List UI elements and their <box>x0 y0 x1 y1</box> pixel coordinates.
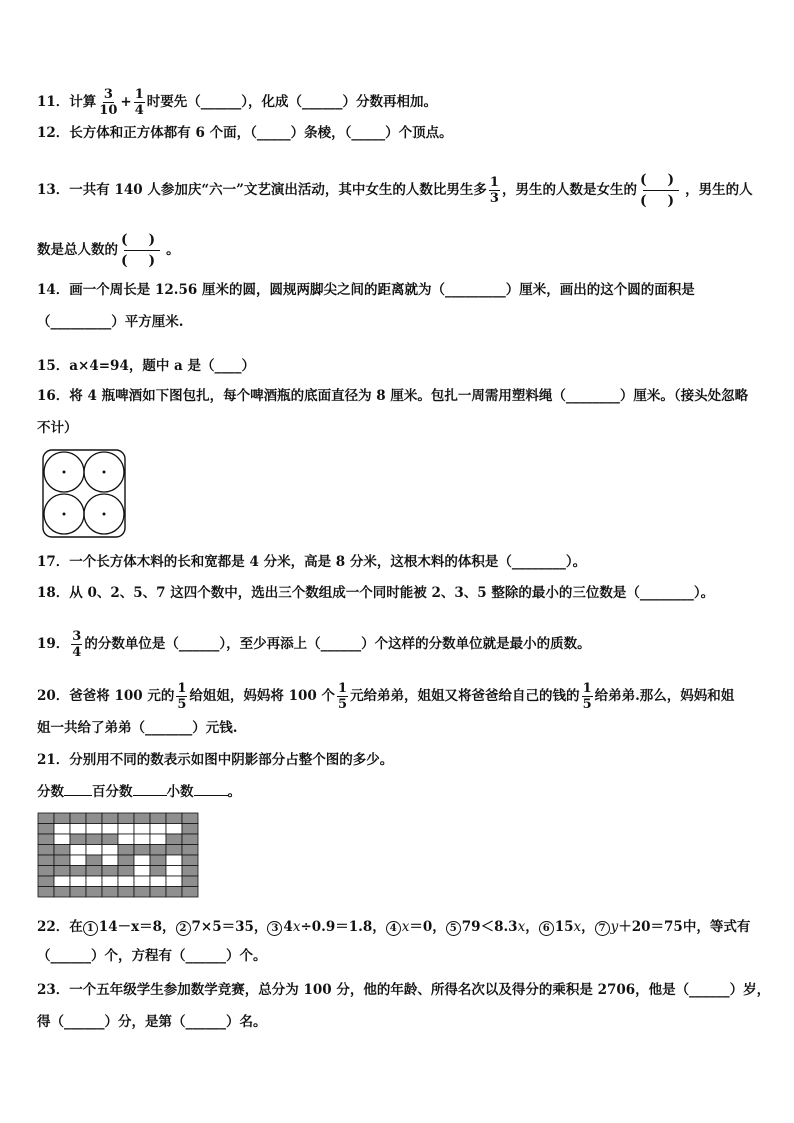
question-23-line2: 得（______）分，是第（______）名。 <box>37 1014 267 1030</box>
blank-fraction[interactable]: ( ) ( ) <box>639 172 683 209</box>
grid-cell <box>38 845 54 856</box>
grid-cell <box>102 845 118 856</box>
grid-cell <box>54 834 70 845</box>
grid-cell <box>166 855 182 866</box>
grid-cell <box>86 876 102 887</box>
grid-cell <box>166 876 182 887</box>
answer-blank[interactable] <box>64 795 92 796</box>
circled-number: 1 <box>83 921 98 936</box>
fraction: $\frac{1}{3}$ <box>489 175 499 206</box>
grid-cell <box>86 887 102 898</box>
question-14-line2: （_________）平方厘米. <box>37 314 184 330</box>
question-15: 15．a×4=94，题中 a 是（____） <box>37 358 255 374</box>
fraction: $\frac{3}{10}$ <box>99 87 118 118</box>
q11-text-2: 时要先（______），化成（______）分数再相加。 <box>146 94 437 110</box>
grid-cell <box>166 887 182 898</box>
grid-cell <box>166 834 182 845</box>
grid-cell <box>134 813 150 824</box>
question-22: 22．在 1 14－x＝8， 2 7×5＝35， 3 4x÷0.9＝1.8， 4 x＝0， 5 79＜8.3x， 6 15x， 7 y＋20＝75中，等式有 <box>37 919 751 935</box>
grid-cell <box>86 834 102 845</box>
grid-cell <box>150 887 166 898</box>
fraction: $\frac{1}{5}$ <box>582 681 592 712</box>
grid-cell <box>134 824 150 835</box>
grid-cell <box>134 866 150 877</box>
grid-cell <box>182 845 198 856</box>
question-16: 16．将 4 瓶啤酒如下图包扎，每个啤酒瓶的底面直径为 8 厘米。包扎一周需用塑料绳（________）厘米。（接头处忽略 <box>37 388 749 404</box>
grid-cell <box>38 866 54 877</box>
grid-cell <box>182 887 198 898</box>
grid-cell <box>150 813 166 824</box>
grid-cell <box>182 813 198 824</box>
grid-cell <box>166 866 182 877</box>
answer-blank[interactable] <box>133 795 167 796</box>
grid-cell <box>86 845 102 856</box>
fraction: $\frac{1}{4}$ <box>134 87 144 118</box>
grid-cell <box>102 824 118 835</box>
circled-number: 5 <box>446 921 461 936</box>
fraction: $\frac{3}{4}$ <box>72 629 82 660</box>
circled-number: 6 <box>539 921 554 936</box>
grid-cell <box>70 834 86 845</box>
question-13-line2: 数是总人数的 ( ) ( ) 。 <box>37 232 180 269</box>
grid-cell <box>38 855 54 866</box>
circled-number: 4 <box>386 921 401 936</box>
question-13: 13．一共有 140 人参加庆“六一”文艺演出活动，其中女生的人数比男生多 $\frac{1}{3}$ ，男生的人数是女生的 ( ) ( ) ，男生的人 <box>37 172 753 209</box>
grid-cell <box>86 824 102 835</box>
grid-cell <box>86 866 102 877</box>
grid-cell <box>150 876 166 887</box>
grid-cell <box>134 887 150 898</box>
grid-cell <box>118 813 134 824</box>
grid-cell <box>38 824 54 835</box>
grid-cell <box>102 834 118 845</box>
grid-cell <box>70 824 86 835</box>
answer-blank[interactable] <box>194 795 228 796</box>
question-18: 18．从 0、2、5、7 这四个数中，选出三个数组成一个同时能被 2、3、5 整除的最小的三位数是（________）。 <box>37 585 715 601</box>
grid-cell <box>166 824 182 835</box>
fraction: $\frac{1}{5}$ <box>338 681 348 712</box>
grid-cell <box>134 834 150 845</box>
grid-cell <box>134 855 150 866</box>
grid-cell <box>38 876 54 887</box>
grid-cell <box>70 813 86 824</box>
circled-number: 2 <box>176 921 191 936</box>
grid-cell <box>54 866 70 877</box>
question-20: 20．爸爸将 100 元的 $\frac{1}{5}$ 给姐姐，妈妈将 100 个 $\frac{1}{5}$ 元给弟弟，姐姐又将爸爸给自己的钱的 $\frac{1}{5}$ 给弟弟.那么，妈妈和姐 <box>37 681 735 712</box>
grid-cell <box>118 887 134 898</box>
grid-cell <box>150 866 166 877</box>
grid-cell <box>70 855 86 866</box>
grid-cell <box>86 813 102 824</box>
grid-cell <box>54 876 70 887</box>
question-11: 11．计算 $\frac{3}{10}$ + $\frac{1}{4}$ 时要先（______），化成（______）分数再相加。 <box>37 87 437 118</box>
grid-cell <box>54 845 70 856</box>
question-21-answers: 分数 百分数 小数 。 <box>37 784 241 800</box>
bottles-figure <box>41 448 129 542</box>
circled-number: 7 <box>595 921 610 936</box>
grid-cell <box>118 824 134 835</box>
question-22-line2: （______）个，方程有（______）个。 <box>37 948 267 964</box>
grid-cell <box>38 834 54 845</box>
grid-cell <box>54 813 70 824</box>
grid-cell <box>118 876 134 887</box>
circled-number: 3 <box>267 921 282 936</box>
grid-cell <box>118 845 134 856</box>
grid-cell <box>182 834 198 845</box>
blank-fraction[interactable]: ( ) ( ) <box>121 232 164 269</box>
grid-cell <box>70 887 86 898</box>
question-23: 23．一个五年级学生参加数学竞赛，总分为 100 分，他的年龄、所得名次以及得分的乘积是 2706，他是（______）岁， <box>37 982 771 998</box>
grid-cell <box>54 824 70 835</box>
grid-cell <box>102 866 118 877</box>
grid-cell <box>118 834 134 845</box>
question-12: 12．长方体和正方体都有 6 个面，（_____）条棱，（_____）个顶点。 <box>37 125 453 141</box>
grid-cell <box>150 845 166 856</box>
grid-cell <box>150 855 166 866</box>
grid-cell <box>150 834 166 845</box>
question-14: 14．画一个周长是 12.56 厘米的圆，圆规两脚尖之间的距离就为（_________）厘米，画出的这个圆的面积是 <box>37 282 695 298</box>
grid-cell <box>102 855 118 866</box>
grid-cell <box>182 824 198 835</box>
grid-cell <box>166 813 182 824</box>
grid-cell <box>118 855 134 866</box>
grid-cell <box>102 876 118 887</box>
q11-text: 11．计算 <box>37 94 97 110</box>
grid-cell <box>182 855 198 866</box>
grid-cell <box>70 876 86 887</box>
grid-cell <box>134 845 150 856</box>
question-20-line2: 姐一共给了弟弟（_______）元钱. <box>37 720 238 736</box>
grid-cell <box>38 887 54 898</box>
grid-cell <box>38 813 54 824</box>
grid-cell <box>166 845 182 856</box>
grid-cell <box>54 887 70 898</box>
grid-cell <box>86 855 102 866</box>
question-19: 19． $\frac{3}{4}$ 的分数单位是（______），至少再添上（______）个这样的分数单位就是最小的质数。 <box>37 629 591 660</box>
grid-cell <box>182 876 198 887</box>
grid-cell <box>70 866 86 877</box>
grid-cell <box>54 855 70 866</box>
question-16-line2: 不计） <box>37 420 78 436</box>
grid-cell <box>150 824 166 835</box>
question-17: 17．一个长方体木料的长和宽都是 4 分米，高是 8 分米，这根木料的体积是（________）。 <box>37 554 587 570</box>
grid-cell <box>182 866 198 877</box>
fraction: $\frac{1}{5}$ <box>177 681 187 712</box>
grid-cell <box>134 876 150 887</box>
grid-cell <box>102 813 118 824</box>
grid-cell <box>102 887 118 898</box>
shaded-grid-figure <box>37 812 199 898</box>
question-21: 21．分别用不同的数表示如图中阴影部分占整个图的多少。 <box>37 752 394 768</box>
grid-cell <box>118 866 134 877</box>
grid-cell <box>70 845 86 856</box>
